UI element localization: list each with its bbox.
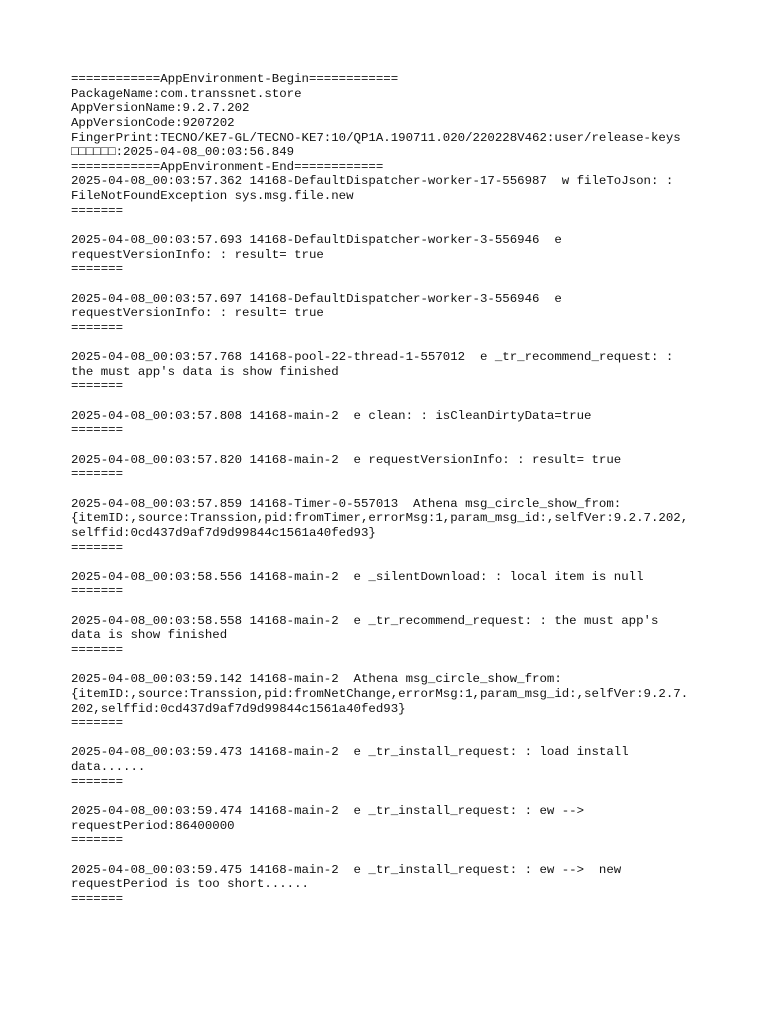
log-line: =======: [71, 262, 124, 277]
log-line: [71, 555, 711, 570]
log-entry: [71, 277, 711, 336]
log-line: =======: [71, 891, 124, 906]
log-line: 2025-04-08_00:03:57.859 14168-Timer-0-557013 Athena msg_circle_show_from:: [71, 496, 622, 511]
log-entry: [71, 789, 711, 848]
header-line: ============AppEnvironment-Begin============: [71, 72, 399, 86]
log-line: 2025-04-08_00:03:59.474 14168-main-2 e _tr_install_request: : ew -->: [71, 804, 585, 819]
log-line: =======: [71, 716, 124, 731]
log-line: =======: [71, 203, 124, 218]
log-line: {itemID:,source:Transsion,pid:fromNetChange,errorMsg:1,param_msg_id:,selfVer:9.2.7.: [71, 686, 689, 701]
log-line: requestVersionInfo: : result= true: [71, 247, 324, 262]
log-entry: [71, 731, 711, 790]
header-line: AppVersionCode:9207202: [71, 115, 235, 130]
log-line: 2025-04-08_00:03:58.558 14168-main-2 e _tr_recommend_request: : the must app's: [71, 613, 659, 628]
log-entry: [71, 555, 711, 599]
log-line: FileNotFoundException sys.msg.file.new: [71, 189, 354, 204]
log-line: =======: [71, 540, 124, 555]
log-line: requestVersionInfo: : result= true: [71, 306, 324, 321]
log-document: [71, 72, 711, 907]
log-line: [71, 789, 711, 804]
log-line: [71, 599, 711, 614]
log-entry: [71, 599, 711, 658]
log-line: the must app's data is show finished: [71, 364, 339, 379]
header-line: FingerPrint:TECNO/KE7-GL/TECNO-KE7:10/QP1A.190711.020/220228V462:user/release-keys: [71, 130, 681, 145]
log-line: 2025-04-08_00:03:57.362 14168-DefaultDispatcher-worker-17-556987 w fileToJson: :: [71, 174, 674, 189]
log-line: =======: [71, 774, 124, 789]
log-line: [71, 848, 711, 863]
log-line: {itemID:,source:Transsion,pid:fromTimer,errorMsg:1,param_msg_id:,selfVer:9.2.7.202,: [71, 511, 689, 526]
log-line: 2025-04-08_00:03:59.473 14168-main-2 e _tr_install_request: : load install: [71, 745, 629, 760]
log-line: [71, 218, 711, 233]
header-line: □□□□□□:2025-04-08_00:03:56.849: [71, 145, 295, 160]
log-line: 202,selffid:0cd437d9af7d9d99844c1561a40fed93}: [71, 701, 406, 716]
header-line: PackageName:com.transsnet.store: [71, 86, 302, 101]
header-line: ============AppEnvironment-End============: [71, 159, 384, 174]
log-line: =======: [71, 584, 124, 599]
log-entry: [71, 336, 711, 395]
log-line: =======: [71, 423, 124, 438]
log-entry: [71, 482, 711, 555]
log-line: [71, 482, 711, 497]
log-line: =======: [71, 642, 124, 657]
log-line: 2025-04-08_00:03:57.693 14168-DefaultDispatcher-worker-3-556946 e: [71, 233, 562, 248]
log-line: data......: [71, 760, 146, 775]
log-line: 2025-04-08_00:03:59.142 14168-main-2 Athena msg_circle_show_from:: [71, 672, 562, 687]
log-line: [71, 438, 711, 453]
log-line: selffid:0cd437d9af7d9d99844c1561a40fed93}: [71, 525, 376, 540]
log-line: [71, 731, 711, 746]
log-line: 2025-04-08_00:03:57.820 14168-main-2 e requestVersionInfo: : result= true: [71, 452, 622, 467]
log-line: 2025-04-08_00:03:57.697 14168-DefaultDispatcher-worker-3-556946 e: [71, 291, 562, 306]
log-line: 2025-04-08_00:03:57.768 14168-pool-22-thread-1-557012 e _tr_recommend_request: :: [71, 350, 674, 365]
log-line: [71, 394, 711, 409]
header-line: AppVersionName:9.2.7.202: [71, 101, 250, 116]
log-entry: [71, 174, 711, 218]
log-line: requestPeriod is too short......: [71, 877, 309, 892]
log-line: 2025-04-08_00:03:59.475 14168-main-2 e _tr_install_request: : ew --> new: [71, 862, 622, 877]
log-entry: [71, 438, 711, 482]
log-line: 2025-04-08_00:03:57.808 14168-main-2 e clean: : isCleanDirtyData=true: [71, 408, 592, 423]
log-entry: [71, 394, 711, 438]
log-line: [71, 336, 711, 351]
log-entry: [71, 658, 711, 731]
log-line: data is show finished: [71, 628, 228, 643]
log-entries: [71, 174, 711, 906]
log-line: =======: [71, 379, 124, 394]
log-line: =======: [71, 833, 124, 848]
log-line: 2025-04-08_00:03:58.556 14168-main-2 e _silentDownload: : local item is null: [71, 569, 644, 584]
app-environment-header: [71, 72, 711, 174]
log-line: =======: [71, 320, 124, 335]
log-line: requestPeriod:86400000: [71, 818, 235, 833]
log-entry: [71, 848, 711, 907]
log-line: [71, 277, 711, 292]
log-line: =======: [71, 467, 124, 482]
log-line: [71, 658, 711, 673]
log-entry: [71, 218, 711, 277]
